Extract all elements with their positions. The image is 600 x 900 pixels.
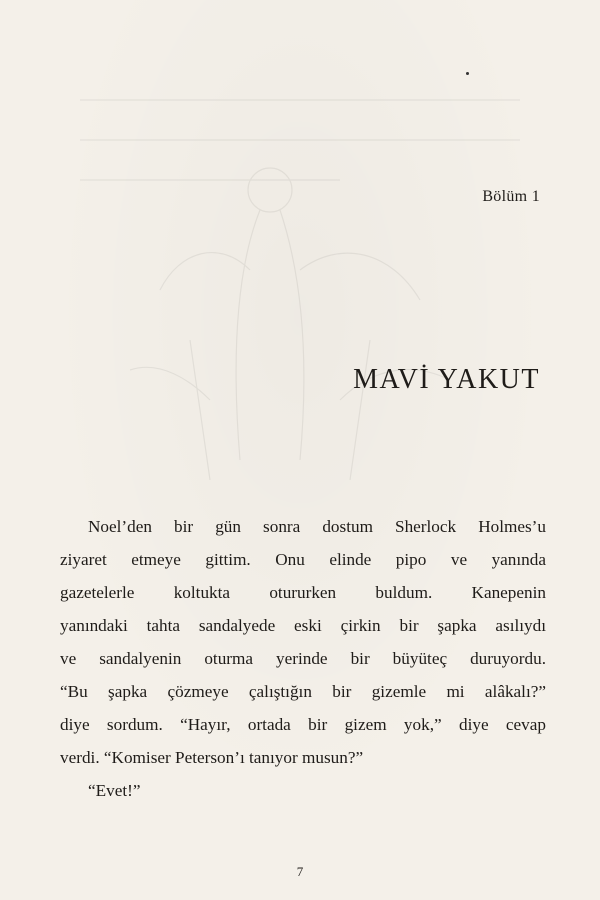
- paragraph-line: “Bu şapka çözmeye çalıştığın bir gizemle mi alâkalı?”: [60, 682, 546, 701]
- paragraph-line: “Evet!”: [88, 781, 141, 800]
- show-through-illustration: [40, 40, 560, 510]
- print-speck: [466, 72, 469, 75]
- paragraph-line: ziyaret etmeye gittim. Onu elinde pipo ve yanında: [60, 550, 546, 569]
- story-title: MAVİ YAKUT: [353, 364, 540, 395]
- paragraph-line: Noel’den bir gün sonra dostum Sherlock Holmes’u: [88, 517, 546, 536]
- paragraph-line: diye sordum. “Hayır, ortada bir gizem yok,” diye cevap: [60, 715, 546, 734]
- chapter-label: Bölüm 1: [482, 188, 540, 205]
- paragraph-line: verdi. “Komiser Peterson’ı tanıyor musun?”: [60, 748, 364, 767]
- body-text: [60, 510, 546, 807]
- paragraph-line: yanındaki tahta sandalyede eski çirkin bir şapka asılıydı: [60, 616, 546, 635]
- paragraph-line: gazetelerle koltukta otururken buldum. Kanepenin: [60, 583, 546, 602]
- paragraph-line: ve sandalyenin oturma yerinde bir büyüteç duruyordu.: [60, 649, 546, 668]
- page-number: 7: [296, 864, 304, 879]
